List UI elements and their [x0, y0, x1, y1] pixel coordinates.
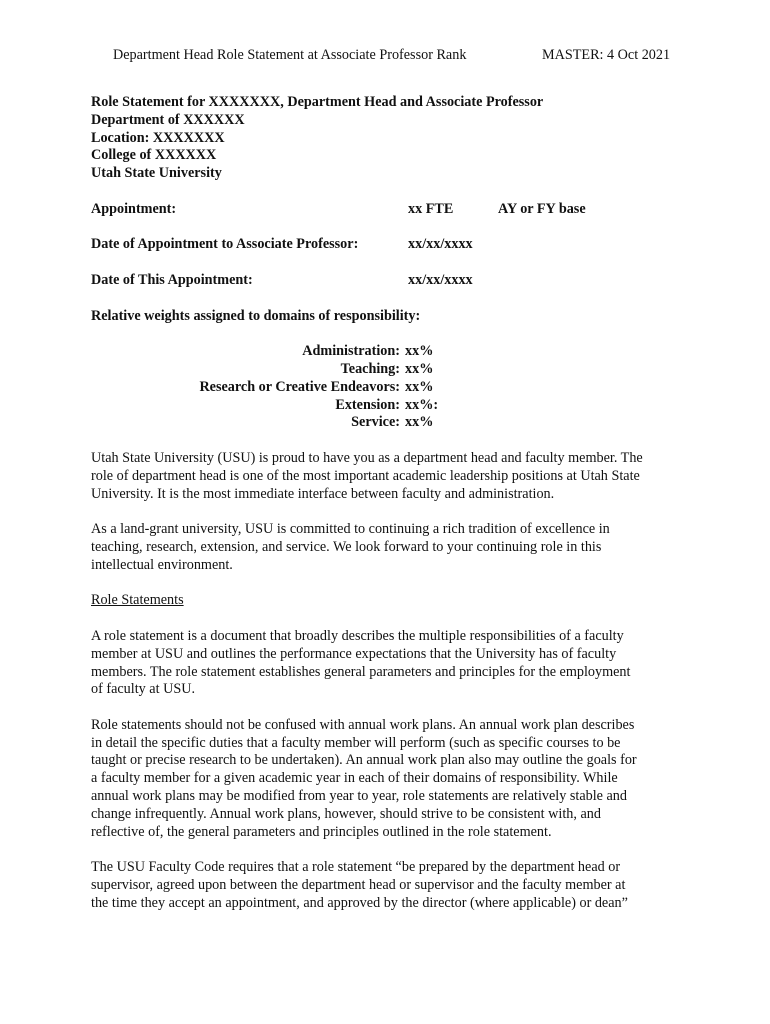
- title-department: Department of XXXXXX: [91, 111, 245, 128]
- paragraph-line: teaching, research, extension, and service. We look forward to your continuing role in this: [91, 538, 602, 555]
- weight-value: xx%:: [405, 396, 439, 413]
- weight-row-teaching: [91, 361, 491, 379]
- date-this-value: xx/xx/xxxx: [408, 271, 473, 288]
- paragraph-line: University. It is the most immediate interface between faculty and administration.: [91, 485, 555, 502]
- date-this-row: [91, 272, 683, 290]
- paragraph-line: taught or precise research to be undertaken). An annual work plan also may outline the goals for: [91, 752, 637, 769]
- paragraph-faculty-code: [91, 859, 683, 912]
- weights-list: [91, 343, 491, 432]
- appointment-label: Appointment:: [91, 200, 177, 217]
- paragraph-line: The USU Faculty Code requires that a role statement “be prepared by the department head or: [91, 859, 621, 876]
- weight-label: Administration:: [302, 343, 400, 360]
- title-role-statement: Role Statement for XXXXXXX, Department Head and Associate Professor: [91, 94, 544, 110]
- paragraph-line: a faculty member for a given academic year in each of their domains of responsibility. While: [91, 770, 618, 787]
- paragraph-line: members. The role statement establishes general parameters and principles for the employment: [91, 663, 631, 680]
- title-block: [91, 94, 683, 183]
- paragraph-line: A role statement is a document that broadly describes the multiple responsibilities of a faculty: [91, 627, 624, 644]
- paragraph-line: the time they accept an appointment, and approved by the director (where applicable) or dean”: [91, 894, 628, 911]
- paragraph-land-grant: [91, 521, 683, 574]
- paragraph-work-plans: [91, 717, 683, 842]
- paragraph-line: of faculty at USU.: [91, 681, 196, 698]
- weight-value: xx%: [405, 360, 434, 377]
- title-location: Location: XXXXXXX: [91, 129, 225, 146]
- paragraph-line: annual work plans may be modified from year to year, role statements are relatively stable and: [91, 788, 627, 805]
- weight-row-service: [91, 414, 491, 432]
- appointment-base: AY or FY base: [498, 200, 586, 217]
- weight-value: xx%: [405, 343, 434, 360]
- appointment-fte: xx FTE: [408, 200, 454, 217]
- paragraph-line: in detail the specific duties that a faculty member will perform (such as specific courses to be: [91, 734, 621, 751]
- weight-row-extension: [91, 397, 491, 415]
- paragraph-intro: [91, 450, 683, 503]
- weight-label: Teaching:: [340, 360, 400, 377]
- paragraph-line: change infrequently. Annual work plans, however, should strive to be consistent with, and: [91, 805, 601, 822]
- weight-value: xx%: [405, 414, 434, 431]
- paragraph-definition: [91, 628, 683, 699]
- paragraph-line: reflective of, the general parameters and principles outlined in the role statement.: [91, 823, 552, 840]
- paragraph-line: Utah State University (USU) is proud to have you as a department head and faculty member. The: [91, 449, 643, 466]
- section-heading-role-statements: Role Statements: [91, 592, 184, 609]
- header-master-date: MASTER: 4 Oct 2021: [542, 47, 671, 63]
- date-this-label: Date of This Appointment:: [91, 271, 253, 288]
- title-university: Utah State University: [91, 165, 222, 182]
- paragraph-line: member at USU and outlines the performance expectations that the University has of faculty: [91, 645, 617, 662]
- header-document-title: Department Head Role Statement at Associate Professor Rank: [113, 47, 467, 63]
- paragraph-line: Role statements should not be confused with annual work plans. An annual work plan describes: [91, 716, 635, 733]
- date-associate-row: [91, 236, 683, 254]
- paragraph-line: intellectual environment.: [91, 556, 233, 573]
- date-associate-value: xx/xx/xxxx: [408, 236, 473, 253]
- weight-label: Research or Creative Endeavors:: [199, 378, 400, 395]
- document-body: [91, 94, 683, 913]
- weight-row-research: [91, 379, 491, 397]
- title-college: College of XXXXXX: [91, 147, 217, 164]
- date-associate-label: Date of Appointment to Associate Professor:: [91, 236, 359, 253]
- weight-label: Service:: [351, 414, 400, 431]
- appointment-row: [91, 201, 683, 219]
- paragraph-line: supervisor, agreed upon between the department head or supervisor and the faculty member at: [91, 877, 626, 894]
- paragraph-line: role of department head is one of the most important academic leadership positions at Utah State: [91, 467, 640, 484]
- paragraph-line: As a land-grant university, USU is committed to continuing a rich tradition of excellence in: [91, 521, 610, 538]
- weights-heading: Relative weights assigned to domains of responsibility:: [91, 307, 421, 324]
- weight-label: Extension:: [335, 396, 400, 413]
- weight-value: xx%: [405, 378, 434, 395]
- weight-row-administration: [91, 343, 491, 361]
- running-header: [0, 47, 770, 65]
